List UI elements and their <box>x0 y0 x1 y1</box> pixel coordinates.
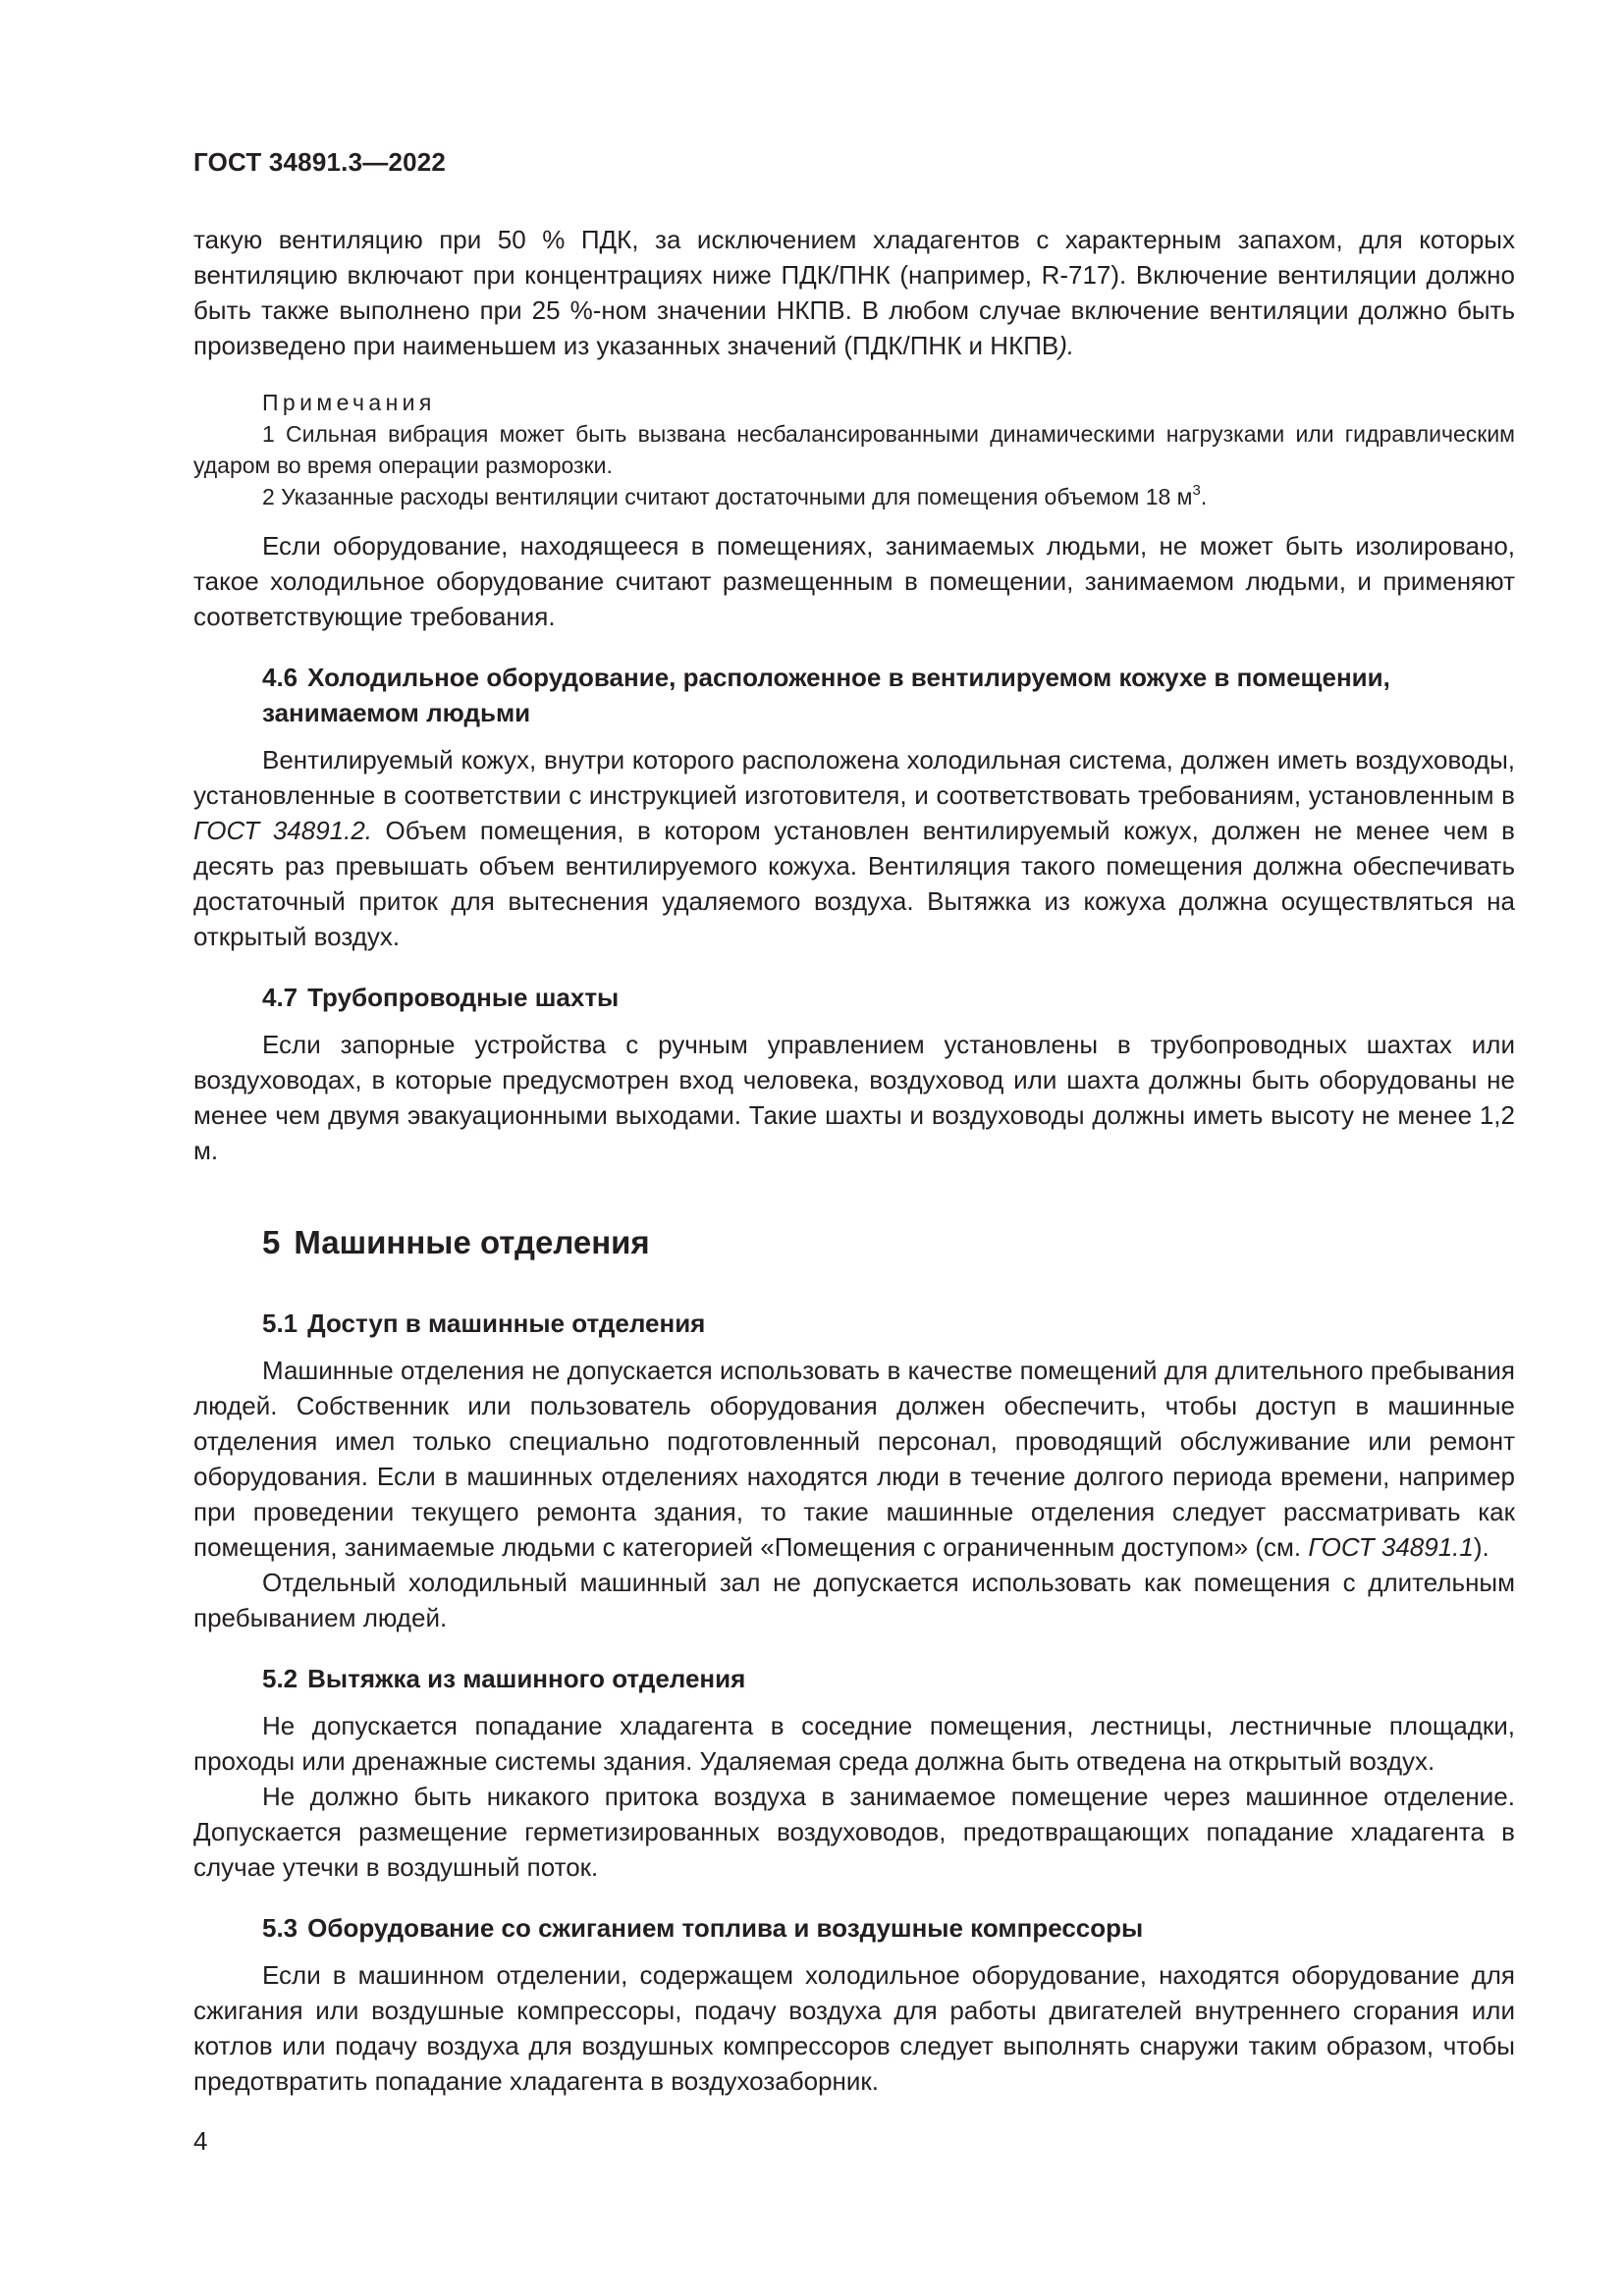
section-5-2-title: Вытяжка из машинного отделения <box>307 1664 746 1693</box>
intro-paragraph <box>193 222 1515 363</box>
section-4-6-paragraph <box>193 742 1515 954</box>
section-4-6-text-a: Вентилируемый кожух, внутри которого расположена холодильная система, должен иметь воздуховоды, установленные в соответствии с инструкцией изготовителя, и соответствовать требованиям, установленным в <box>193 745 1515 810</box>
note-2 <box>193 481 1515 512</box>
section-5-2-paragraph-1: Не допускается попадание хладагента в соседние помещения, лестницы, лестничные площадки, проходы или дренажные системы здания. Удаляемая среда должна быть отведена на открытый воздух. <box>193 1711 1515 1776</box>
section-5-1-paragraph-2: Отдельный холодильный машинный зал не допускается использовать как помещения с длительным пребыванием людей. <box>193 1568 1515 1632</box>
section-4-6-title: Холодильное оборудование, расположенное в вентилируемом кожухе в помещении, занимаемом людьми <box>262 663 1390 727</box>
section-4-7-number: 4.7 <box>262 983 298 1012</box>
section-5-heading <box>193 1223 1515 1262</box>
page-number: 4 <box>193 2126 208 2156</box>
note-2-text: 2 Указанные расходы вентиляции считают достаточными для помещения объемом 18 м <box>262 484 1193 509</box>
section-5-2-number: 5.2 <box>262 1664 298 1693</box>
note-1: 1 Сильная вибрация может быть вызвана несбалансированными динамическими нагрузками или гидравлическим ударом во время операции разморозки. <box>193 421 1515 478</box>
section-5-1-text-b: ). <box>1473 1532 1489 1562</box>
section-5-title: Машинные отделения <box>294 1224 650 1260</box>
intro-text: такую вентиляцию при 50 % ПДК, за исключением хладагентов с характерным запахом, для которых вентиляцию включают при концентрациях ниже ПДК/ПНК (например, R-717). Включение вентиляции должно быть также выполнено при 25 %-ном значении НКПВ. В любом случае включение вентиляции должно быть произведено при наименьшем из указанных значений (ПДК/ПНК и НКПВ <box>193 225 1515 360</box>
section-5-1-paragraph-1 <box>193 1353 1515 1565</box>
section-5-number: 5 <box>262 1224 281 1260</box>
notes-title: Примечания <box>262 390 436 415</box>
section-5-1-reference: ГОСТ 34891.1 <box>1308 1532 1474 1562</box>
section-5-3-number: 5.3 <box>262 1913 298 1943</box>
section-5-1-title: Доступ в машинные отделения <box>307 1308 706 1338</box>
section-4-6-reference: ГОСТ 34891.2. <box>193 816 373 845</box>
paragraph-after-notes: Если оборудование, находящееся в помещениях, занимаемых людьми, не может быть изолировано, такое холодильное оборудование считают размещенным в помещении, занимаемом людьми, и применяют соответствующие требования. <box>193 531 1515 631</box>
notes-block <box>193 387 1515 512</box>
section-5-3-paragraph: Если в машинном отделении, содержащем холодильное оборудование, находятся оборудование для сжигания или воздушные компрессоры, подачу воздуха для работы двигателей внутреннего сгорания или котлов или подачу воздуха для воздушных компрессоров следует выполнять снаружи таким образом, чтобы предотвратить попадание хладагента в воздухозаборник. <box>193 1960 1515 2096</box>
section-4-7-heading <box>193 980 1515 1015</box>
section-4-6-text-b: Объем помещения, в котором установлен вентилируемый кожух, должен не менее чем в десять раз превышать объем вентилируемого кожуха. Вентиляция такого помещения должна обеспечивать достаточный приток для вытеснения удаляемого воздуха. Вытяжка из кожуха должна осуществляться на открытый воздух. <box>193 816 1515 951</box>
section-5-3-heading <box>193 1910 1515 1946</box>
section-4-6-number: 4.6 <box>262 663 298 692</box>
note-2-end: . <box>1200 484 1208 509</box>
section-5-1-heading <box>193 1306 1515 1341</box>
section-4-6-heading <box>193 660 1515 730</box>
section-5-3-title: Оборудование со сжиганием топлива и воздушные компрессоры <box>307 1913 1144 1943</box>
section-5-1-number: 5.1 <box>262 1308 298 1338</box>
section-4-7-paragraph: Если запорные устройства с ручным управлением установлены в трубопроводных шахтах или воздуховодах, в которые предусмотрен вход человека, воздуховод или шахта должны быть оборудованы не менее чем двумя эвакуационными выходами. Такие шахты и воздуховоды должны иметь высоту не менее 1,2 м. <box>193 1030 1515 1165</box>
note-2-superscript: 3 <box>1192 482 1201 499</box>
document-body <box>193 222 1515 2099</box>
section-5-1-text-a: Машинные отделения не допускается использовать в качестве помещений для длительного пребывания людей. Собственник или пользователь оборудования должен обеспечить, чтобы доступ в машинные отделения имел только специально подготовленный персонал, проводящий обслуживание или ремонт оборудования. Если в машинных отделениях находятся люди в течение долгого периода времени, например при проведении текущего ремонта здания, то такие машинные отделения следует рассматривать как помещения, занимаемые людьми с категорией «Помещения с ограниченным доступом» (см. <box>193 1356 1515 1562</box>
section-5-2-heading <box>193 1661 1515 1696</box>
intro-closing: ). <box>1058 331 1075 360</box>
section-5-2-paragraph-2: Не должно быть никакого притока воздуха в занимаемое помещение через машинное отделение. Допускается размещение герметизированных воздуховодов, предотвращающих попадание хладагента в случае утечки в воздушный поток. <box>193 1782 1515 1882</box>
document-header-code: ГОСТ 34891.3—2022 <box>193 147 447 177</box>
section-4-7-title: Трубопроводные шахты <box>307 983 620 1012</box>
